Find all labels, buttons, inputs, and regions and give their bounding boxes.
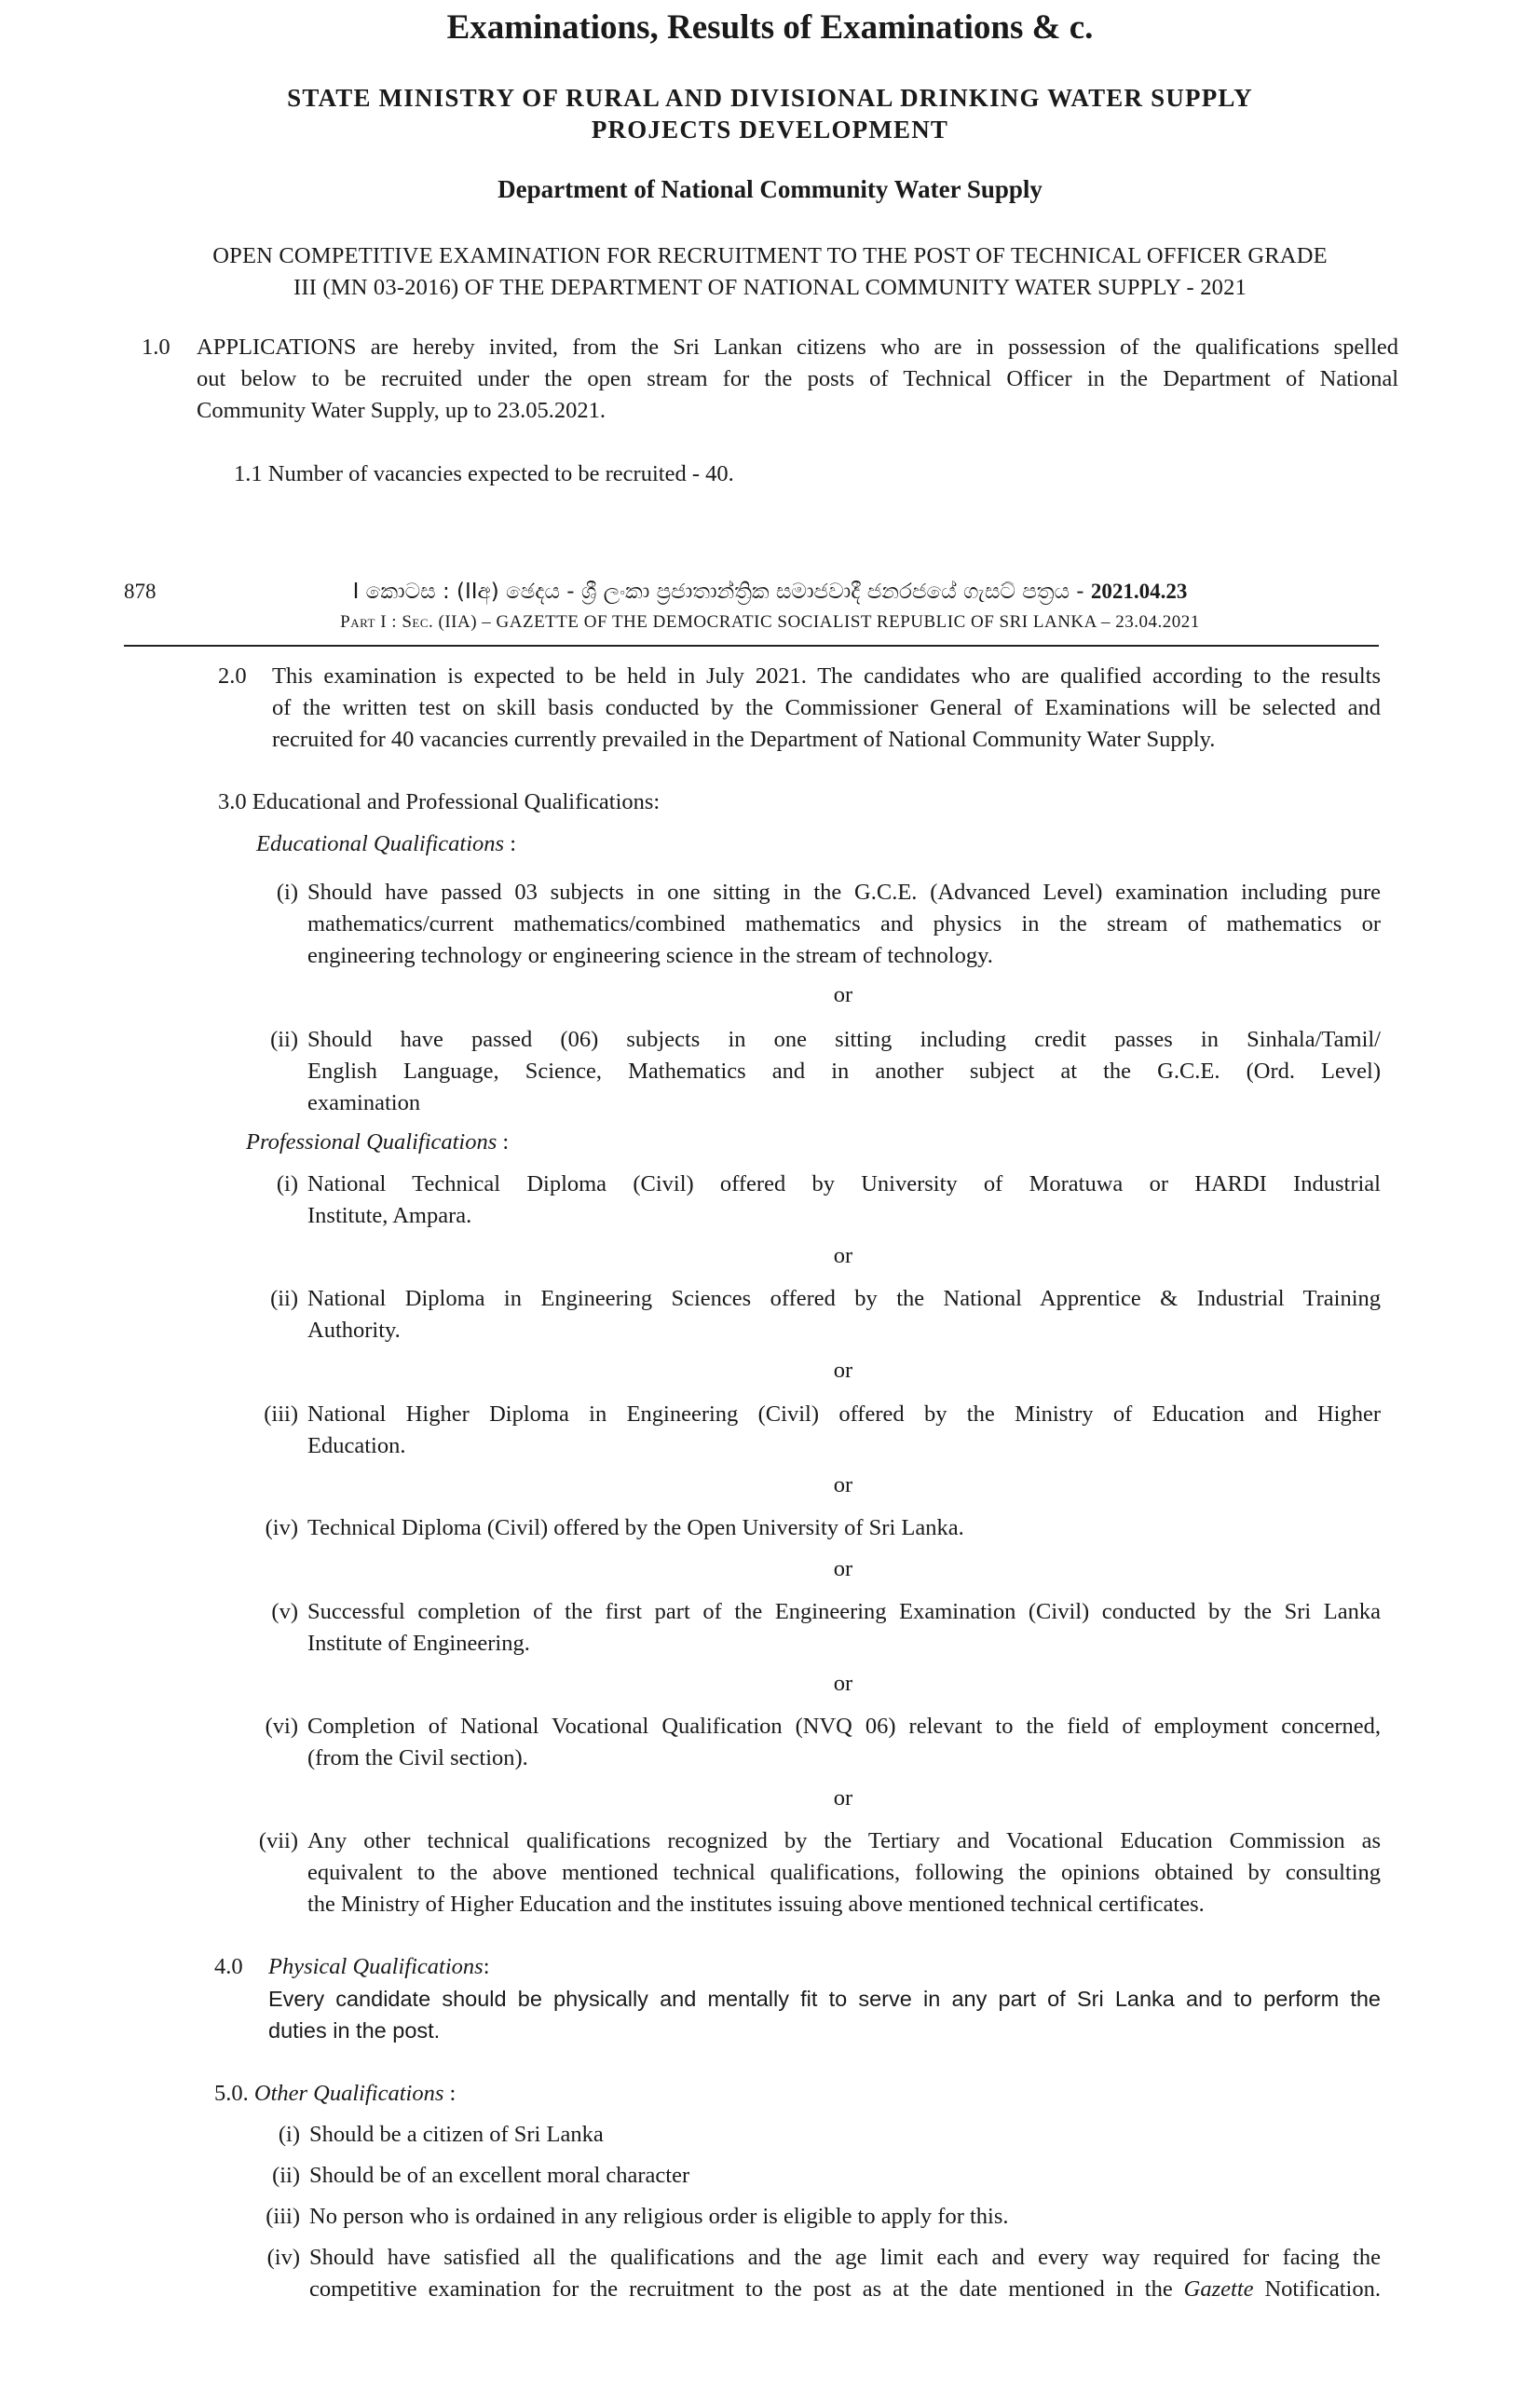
- ministry-name: STATE MINISTRY OF RURAL AND DIVISIONAL DRINKING WATER SUPPLY PROJECTS DEVELOPMENT: [287, 84, 1253, 144]
- prof-item-text: National Technical Diploma (Civil) offered by University of Moratuwa or HARDI Industrial Institute, Ampara.: [307, 1171, 1381, 1228]
- running-head-english: Part I : Sec. (IIA) – GAZETTE OF THE DEMOCRATIC SOCIALIST REPUBLIC OF SRI LANKA – 23.04.2021: [340, 612, 1200, 632]
- prof-item-label: (i): [276, 1171, 298, 1196]
- prof-item-text: Completion of National Vocational Qualification (NVQ 06) relevant to the field of employment concerned, (from the Civil section).: [307, 1714, 1381, 1770]
- other-item-text: No person who is ordained in any religious order is eligible to apply for this.: [309, 2204, 1009, 2229]
- prof-item-label: (iii): [264, 1401, 298, 1427]
- document-title: Examinations, Results of Examinations & c.: [446, 8, 1094, 47]
- other-item-label: (iv): [266, 2245, 300, 2270]
- or-separator: or: [833, 982, 853, 1007]
- prof-item-label: (iv): [265, 1515, 298, 1540]
- department-name: Department of National Community Water Supply: [497, 175, 1043, 203]
- prof-item-label: (ii): [270, 1286, 298, 1311]
- section-1-text: APPLICATIONS are hereby invited, from the Sri Lankan citizens who are in possession of the qualifications spelled out below to be recruited under the open stream for the posts of Technical Officer in the Department of National Community Water Supply, up to 23.05.2021.: [197, 335, 1398, 423]
- prof-item-text: Successful completion of the first part of the Engineering Examination (Civil) conducted by the Sri Lanka Institute of Engineering.: [307, 1599, 1381, 1656]
- other-item-label: (ii): [272, 2163, 300, 2188]
- section-5-heading: 5.0. Other Qualifications :: [214, 2081, 457, 2106]
- prof-item-text: National Diploma in Engineering Sciences offered by the National Apprentice & Industrial Training Authority.: [307, 1286, 1381, 1343]
- or-separator: or: [833, 1358, 853, 1383]
- professional-qualifications-heading: Professional Qualifications :: [246, 1129, 510, 1155]
- section-4-number: 4.0: [214, 1954, 243, 1979]
- page-number: 878: [124, 580, 157, 603]
- prof-item-label: (v): [271, 1599, 298, 1624]
- prof-item-text: National Higher Diploma in Engineering (Civil) offered by the Ministry of Education and Higher Education.: [307, 1401, 1381, 1458]
- or-separator: or: [833, 1671, 853, 1696]
- section-1-1: 1.1 Number of vacancies expected to be recruited - 40.: [234, 461, 734, 486]
- header-rule: [124, 645, 1379, 647]
- other-item-text: Should be of an excellent moral character: [309, 2163, 690, 2188]
- section-3-heading: 3.0 Educational and Professional Qualifications:: [218, 789, 661, 814]
- section-1-number: 1.0: [142, 335, 170, 360]
- section-2-text: This examination is expected to be held in July 2021. The candidates who are qualified according to the results of the written test on skill basis conducted by the Commissioner General of Examinations will be selected and recruited for 40 vacancies currently prevailed in the Department of National Community Water Supply.: [272, 663, 1381, 752]
- or-separator: or: [833, 1243, 853, 1268]
- physical-qualifications-heading: Physical Qualifications:: [268, 1954, 490, 1979]
- educational-qualifications-heading: Educational Qualifications :: [256, 831, 517, 856]
- prof-item-label: (vi): [265, 1714, 298, 1739]
- edu-item-label: (i): [276, 880, 298, 905]
- exam-title: OPEN COMPETITIVE EXAMINATION FOR RECRUITMENT TO THE POST OF TECHNICAL OFFICER GRADE III (MN 03-2016) OF THE DEPARTMENT OF NATIONAL COMMUNITY WATER SUPPLY - 2021: [212, 243, 1328, 300]
- prof-item-text: Technical Diploma (Civil) offered by the Open University of Sri Lanka.: [307, 1515, 964, 1540]
- other-item-label: (iii): [266, 2204, 300, 2229]
- section-2-number: 2.0: [218, 663, 247, 689]
- prof-item-text: Any other technical qualifications recognized by the Tertiary and Vocational Education Commission as equivalent to the above mentioned technical qualifications, following the opinions obtained by consulting the Ministry of Higher Education and the institutes issuing above mentioned technical certificates.: [307, 1828, 1381, 1917]
- or-separator: or: [833, 1785, 853, 1811]
- other-item-text: Should be a citizen of Sri Lanka: [309, 2122, 604, 2147]
- or-separator: or: [833, 1472, 853, 1497]
- other-item-label: (i): [278, 2122, 300, 2147]
- or-separator: or: [833, 1556, 853, 1581]
- section-4-text: Every candidate should be physically and mentally fit to serve in any part of Sri Lanka and to perform the duties in the post.: [268, 1987, 1381, 2043]
- edu-item-text: Should have passed 03 subjects in one sitting in the G.C.E. (Advanced Level) examination including pure mathematics/current mathematics/combined mathematics and physics in the stream of mathematics or engineering technology or engineering science in the stream of technology.: [307, 880, 1381, 968]
- running-head-sinhala: I කොටස : (IIඅ) ඡෙදය - ශ්‍රී ලංකා ප්‍රජාතාන්ත්‍රික සමාජවාදී ජනරජයේ ගැසට් පත්‍රය - 2021.04.23: [352, 580, 1188, 604]
- edu-item-text: Should have passed (06) subjects in one sitting including credit passes in Sinhala/Tamil/ English Language, Science, Mathematics and in another subject at the G.C.E. (Ord. Level) examination: [307, 1027, 1381, 1115]
- edu-item-label: (ii): [270, 1027, 298, 1052]
- other-item-text: Should have satisfied all the qualifications and the age limit each and every way required for facing the competitive examination for the recruitment to the post as at the date mentioned in the Gazette Notification.: [309, 2245, 1381, 2302]
- prof-item-label: (vii): [258, 1828, 298, 1853]
